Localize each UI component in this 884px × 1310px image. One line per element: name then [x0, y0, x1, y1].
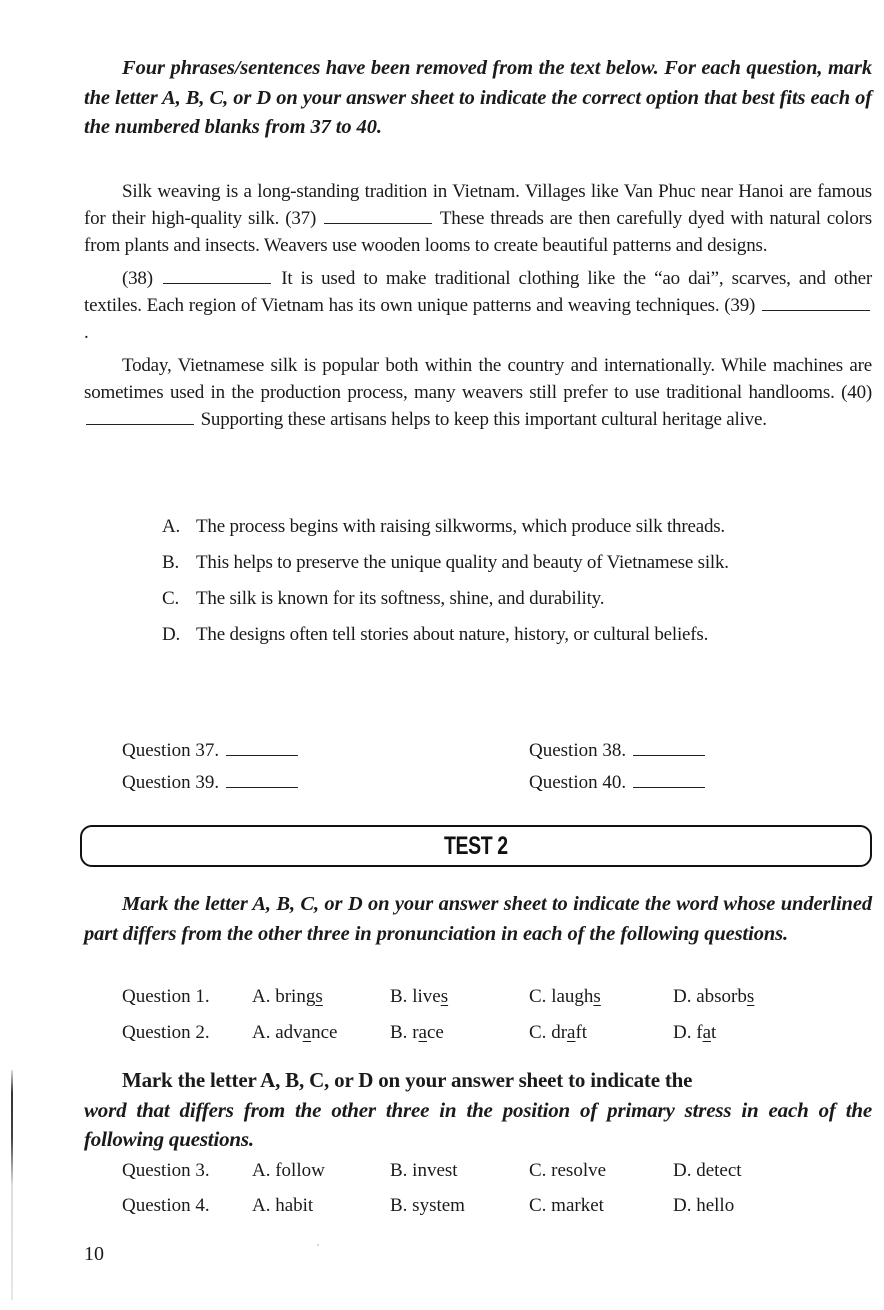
question-label: Question 4.	[122, 1195, 210, 1216]
question-4-option-d[interactable]: D. hello	[673, 1195, 735, 1216]
option-c[interactable]	[162, 585, 872, 612]
underlined-part: a	[418, 1022, 427, 1043]
question-4-option-c[interactable]: C. market	[529, 1195, 604, 1216]
option-prefix: D.	[673, 1022, 697, 1043]
section3-instruction	[84, 1066, 872, 1155]
option-letter: D.	[162, 624, 181, 645]
word-part: laugh	[551, 986, 594, 1007]
passage-text: It is used to make traditional clothing like the “ao dai”, scarves, and other textiles. Each region of Vietnam has its own unique patterns and weaving techniques. (39)	[84, 268, 872, 316]
answer-slot-38[interactable]	[529, 737, 707, 762]
passage-text: .	[84, 322, 89, 343]
passage-text: Silk weaving is a long-standing tradition in Vietnam. Villages like Van Phuc near Hanoi are famous for their high-quality silk. (37)	[84, 181, 872, 229]
option-text: The silk is known for its softness, shine, and durability.	[196, 588, 605, 609]
option-prefix: B.	[390, 986, 413, 1007]
option-a[interactable]	[162, 513, 872, 540]
question-2-option-b[interactable]	[390, 1022, 444, 1044]
word-part: f	[696, 1022, 703, 1043]
answer-label: Question 38.	[529, 740, 627, 761]
underlined-part: a	[702, 1022, 711, 1043]
section2-instruction-block	[84, 890, 872, 949]
section3-instruction-block	[84, 1066, 872, 1155]
answer-slot-37[interactable]	[122, 737, 300, 762]
question-2-option-d[interactable]	[673, 1022, 716, 1044]
word-part: bring	[275, 986, 316, 1007]
word-part: ft	[575, 1022, 588, 1043]
option-letter: A.	[162, 516, 181, 537]
answer-row	[122, 769, 822, 801]
passage-text: Today, Vietnamese silk is popular both within the country and internationally. While machines are sometimes used in the production process, many weavers still prefer to use traditional handlooms. (40)	[84, 355, 872, 403]
question-2-option-a[interactable]	[252, 1022, 337, 1044]
option-letter: C.	[162, 588, 180, 609]
answer-slot-40[interactable]	[529, 769, 707, 794]
question-1-option-a[interactable]	[252, 986, 323, 1008]
question-4-option-a[interactable]: A. habit	[252, 1195, 314, 1216]
answer-blank[interactable]	[633, 737, 705, 756]
question-3-option-d[interactable]: D. detect	[673, 1160, 742, 1181]
option-prefix: C.	[529, 1022, 552, 1043]
underlined-part: s	[593, 986, 601, 1007]
passage-paragraph-2	[84, 265, 872, 346]
underlined-part: a	[567, 1022, 576, 1043]
question-1-option-c[interactable]	[529, 986, 601, 1008]
answer-blank[interactable]	[226, 769, 298, 788]
answer-slot-39[interactable]	[122, 769, 300, 794]
question-4	[122, 1195, 872, 1225]
option-d[interactable]	[162, 621, 872, 648]
question-1-option-d[interactable]	[673, 986, 754, 1008]
test-title: TEST 2	[444, 831, 508, 860]
passage-paragraph-3	[84, 352, 872, 433]
options-list	[162, 513, 872, 657]
question-label: Question 3.	[122, 1160, 210, 1181]
passage-paragraph-1	[84, 178, 872, 259]
question-3-option-c[interactable]: C. resolve	[529, 1160, 607, 1181]
instruction-line: Mark the letter A, B, C, or D on your answer sheet to indicate the	[122, 1068, 693, 1092]
option-prefix: D.	[673, 986, 697, 1007]
answer-row	[122, 737, 822, 769]
answer-blank[interactable]	[633, 769, 705, 788]
underlined-part: s	[315, 986, 323, 1007]
blank-40[interactable]	[86, 406, 194, 425]
passage-text: Supporting these artisans helps to keep this important cultural heritage alive.	[200, 409, 767, 430]
question-2	[122, 1022, 872, 1052]
question-3	[122, 1160, 872, 1190]
passage-text: These threads are then carefully dyed with natural colors from plants and insects. Weavers use wooden looms to create beautiful patterns and designs.	[84, 208, 872, 256]
underlined-part: s	[746, 986, 755, 1007]
answer-blank[interactable]	[226, 737, 298, 756]
word-part: live	[412, 986, 441, 1007]
word-part: nce	[311, 1022, 338, 1043]
option-text: The designs often tell stories about nature, history, or cultural beliefs.	[196, 624, 709, 645]
passage	[84, 178, 872, 433]
answer-slots	[122, 737, 822, 801]
option-prefix: B.	[390, 1022, 413, 1043]
option-prefix: A.	[252, 1022, 276, 1043]
answer-label: Question 39.	[122, 772, 220, 793]
question-label: Question 1.	[122, 986, 210, 1007]
underlined-part: s	[440, 986, 449, 1007]
option-prefix: A.	[252, 986, 276, 1007]
word-part: r	[412, 1022, 419, 1043]
option-text: The process begins with raising silkworms, which produce silk threads.	[196, 516, 725, 537]
word-part: dr	[551, 1022, 568, 1043]
answer-label: Question 40.	[529, 772, 627, 793]
answer-label: Question 37.	[122, 740, 220, 761]
passage-text: (38)	[122, 268, 153, 289]
scan-speck	[317, 1244, 319, 1246]
test-title-banner	[80, 825, 872, 867]
option-prefix: C.	[529, 986, 552, 1007]
question-1	[122, 986, 872, 1016]
question-2-option-c[interactable]	[529, 1022, 587, 1044]
section1-instruction-block	[84, 54, 872, 143]
question-3-option-a[interactable]: A. follow	[252, 1160, 325, 1181]
word-part: t	[711, 1022, 717, 1043]
word-part: ce	[426, 1022, 444, 1043]
question-label: Question 2.	[122, 1022, 210, 1043]
question-4-option-b[interactable]: B. system	[390, 1195, 465, 1216]
underlined-part: a	[302, 1022, 312, 1043]
blank-39[interactable]	[762, 292, 870, 311]
page-number: 10	[84, 1243, 104, 1265]
word-part: adv	[275, 1022, 303, 1043]
question-1-option-b[interactable]	[390, 986, 448, 1008]
section2-instruction: Mark the letter A, B, C, or D on your answer sheet to indicate the word whose underlined part differs from the other three in pronunciation in each of the following questions.	[84, 893, 872, 945]
binding-edge-shadow	[11, 1070, 13, 1300]
option-text: This helps to preserve the unique quality and beauty of Vietnamese silk.	[196, 552, 729, 573]
section1-instruction: Four phrases/sentences have been removed from the text below. For each question, mark the letter A, B, C, or D on your answer sheet to indicate the correct option that best fits each of the numbered blanks from 37 to 40.	[84, 57, 872, 138]
instruction-rest: word that differs from the other three in the position of primary stress in each of the following questions.	[84, 1097, 872, 1151]
option-letter: B.	[162, 552, 180, 573]
blank-37[interactable]	[324, 205, 432, 224]
question-3-option-b[interactable]: B. invest	[390, 1160, 458, 1181]
word-part: absorb	[696, 986, 747, 1007]
option-b[interactable]	[162, 549, 872, 576]
blank-38[interactable]	[163, 265, 271, 284]
